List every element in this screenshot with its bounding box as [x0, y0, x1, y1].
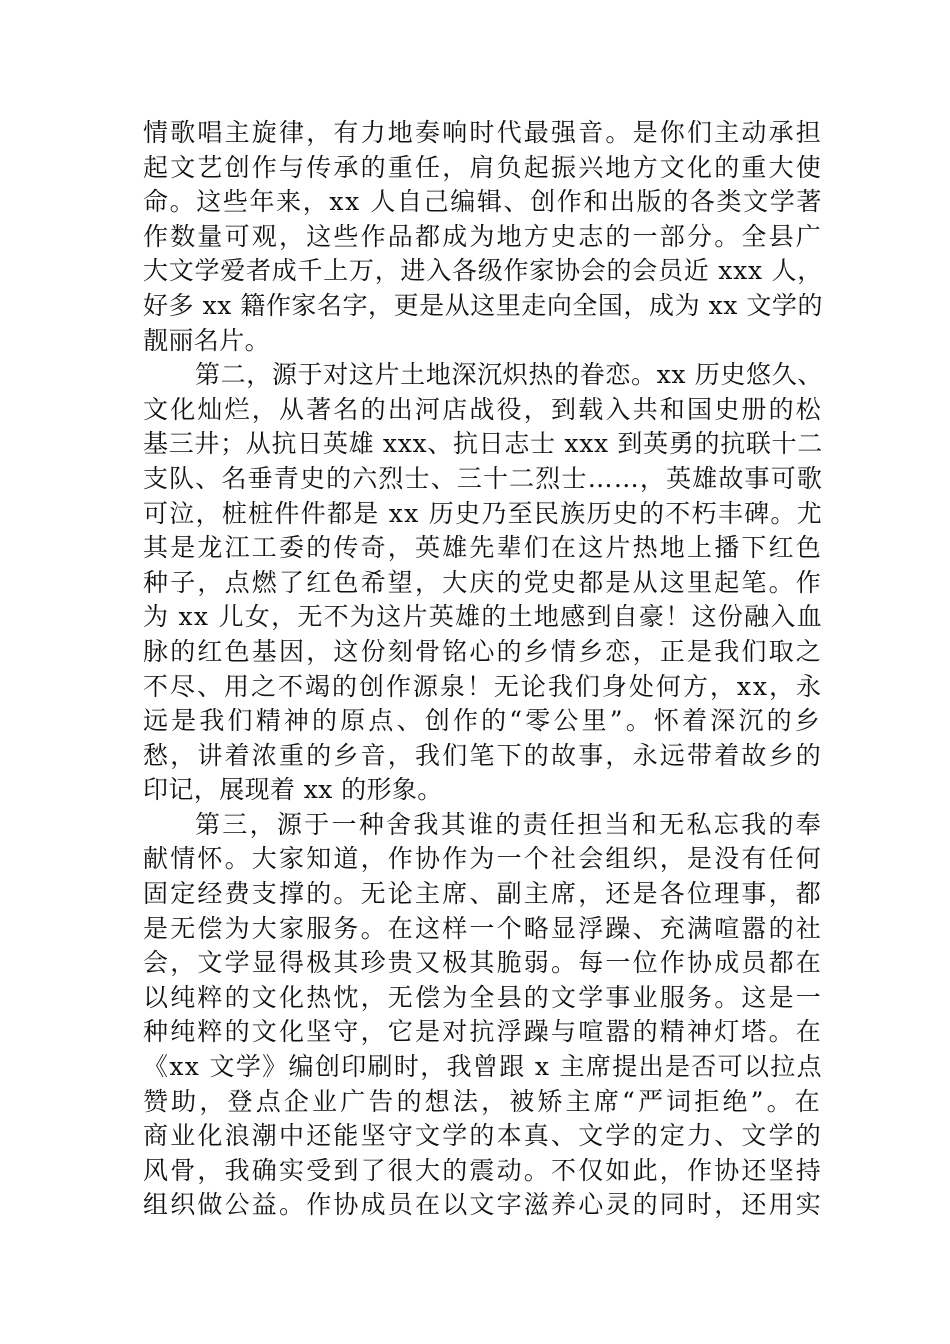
text-line: 为 xx 儿女，无不为这片英雄的土地感到自豪！这份融入血 — [143, 602, 823, 632]
text-line: 不尽、用之不竭的创作源泉！无论我们身处何方，xx，永 — [143, 671, 823, 701]
text-line: 是无偿为大家服务。在这样一个略显浮躁、充满喧嚣的社 — [143, 913, 823, 943]
text-line: 情歌唱主旋律，有力地奏响时代最强音。是你们主动承担 — [143, 118, 823, 147]
text-line: 风骨，我确实受到了很大的震动。不仅如此，作协还坚持 — [143, 1155, 823, 1185]
text-line: 印记，展现着 xx 的形象。 — [143, 775, 443, 805]
text-line: 靓丽名片。 — [143, 325, 271, 355]
text-line: 文化灿烂，从著名的出河店战役，到载入共和国史册的松 — [143, 394, 823, 424]
text-line: 大文学爱者成千上万，进入各级作家协会的会员近 xxx 人， — [143, 256, 823, 286]
text-line: 作数量可观，这些作品都成为地方史志的一部分。全县广 — [143, 221, 823, 251]
text-line: 组织做公益。作协成员在以文字滋养心灵的同时，还用实 — [143, 1190, 823, 1220]
text-line: 献情怀。大家知道，作协作为一个社会组织，是没有任何 — [143, 844, 823, 874]
text-line: 种纯粹的文化坚守，它是对抗浮躁与喧嚣的精神灯塔。在 — [143, 1017, 823, 1047]
text-line: 赞助，登点企业广告的想法，被矫主席“严词拒绝”。在 — [143, 1086, 823, 1116]
text-line: 其是龙江工委的传奇，英雄先辈们在这片热地上播下红色 — [143, 533, 823, 563]
paragraph-start-line: 第三，源于一种舍我其谁的责任担当和无私忘我的奉 — [195, 809, 823, 839]
text-line: 基三井；从抗日英雄 xxx、抗日志士 xxx 到英勇的抗联十二 — [143, 429, 823, 459]
text-line: 《xx 文学》编创印刷时，我曾跟 x 主席提出是否可以拉点 — [143, 1052, 823, 1082]
text-line: 固定经费支撑的。无论主席、副主席，还是各位理事，都 — [143, 879, 823, 909]
text-line: 好多 xx 籍作家名字，更是从这里走向全国，成为 xx 文学的 — [143, 290, 823, 320]
text-line: 种子，点燃了红色希望，大庆的党史都是从这里起笔。作 — [143, 567, 823, 597]
paragraph-start-line: 第二，源于对这片土地深沉炽热的眷恋。xx 历史悠久、 — [195, 360, 823, 390]
text-line: 以纯粹的文化热忱，无偿为全县的文学事业服务。这是一 — [143, 982, 823, 1012]
text-line: 商业化浪潮中还能坚守文学的本真、文学的定力、文学的 — [143, 1121, 823, 1151]
text-line: 支队、名垂青史的六烈士、三十二烈士……，英雄故事可歌 — [143, 463, 823, 493]
text-line: 命。这些年来，xx 人自己编辑、创作和出版的各类文学著 — [143, 187, 823, 217]
text-line: 起文艺创作与传承的重任，肩负起振兴地方文化的重大使 — [143, 152, 823, 182]
text-line: 会，文学显得极其珍贵又极其脆弱。每一位作协成员都在 — [143, 948, 823, 978]
text-line: 脉的红色基因，这份刻骨铭心的乡情乡恋，正是我们取之 — [143, 636, 823, 666]
text-line: 远是我们精神的原点、创作的“零公里”。怀着深沉的乡 — [143, 706, 823, 736]
body-text — [143, 116, 823, 1223]
text-line: 可泣，桩桩件件都是 xx 历史乃至民族历史的不朽丰碑。尤 — [143, 498, 823, 528]
text-line: 愁，讲着浓重的乡音，我们笔下的故事，永远带着故乡的 — [143, 740, 823, 770]
